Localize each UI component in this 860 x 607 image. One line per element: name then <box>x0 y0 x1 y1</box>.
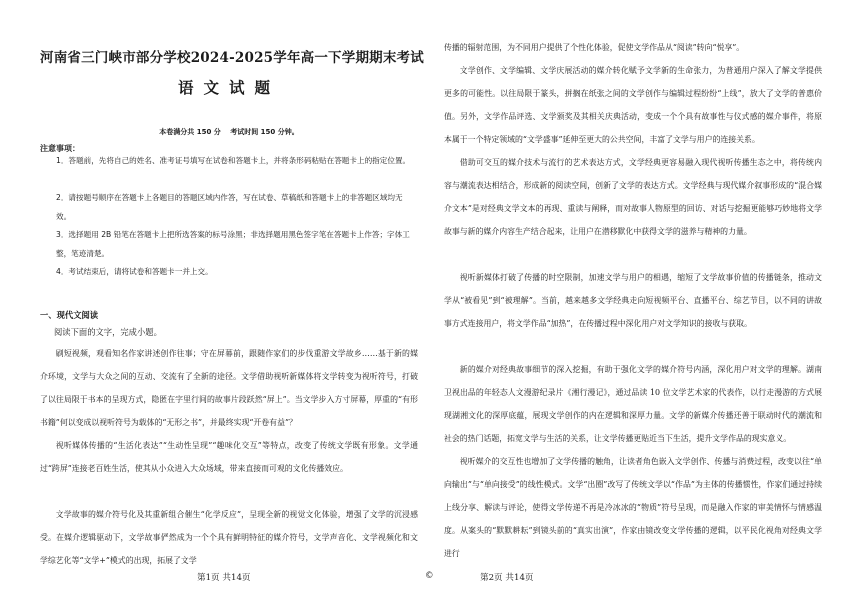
article-paragraph: 新的媒介对经典故事细节的深入挖掘，有助于强化文学的媒介符号内涵，深化用户对文学的理解。湖南卫视出品的年轻态人文漫游纪录片《湘行漫记》，通过品读 10 位文学艺术家的代表作，以行走漫游的方式展现湖湘文化的深厚底蕴，展现文学创作的内在逻辑和深厚力量。文学的新媒介传播还善于联动时代的潮流和社会的热门话题，拓宽文学与生活的关系，让文学传播更贴近当下生活，提升文学作品的现实意义。 <box>444 365 822 443</box>
note-item: 3．选择题用 2B 铅笔在答题卡上把所选答案的标号涂黑；非选择题用黑色签字笔在答题卡上作答；字体工整，笔迹清楚。 <box>56 230 410 258</box>
article-paragraph: 文学故事的媒介符号化及其重新组合催生“化学反应”，呈现全新的视觉文化体验，增强了文学的沉浸感受。在媒介逻辑驱动下，文学故事俨然成为一个个具有鲜明特征的媒介符号，文学声音化、文学视频化和文学综艺化等“文学+”模式的出现，拓展了文学 <box>40 510 418 565</box>
note-item: 1．答题前，先将自己的姓名、准考证号填写在试卷和答题卡上，并将条形码粘贴在答题卡上的指定位置。 <box>56 156 411 165</box>
section-instruction: 阅读下面的文字，完成小题。 <box>54 327 162 337</box>
exam-title: 河南省三门峡市部分学校2024-2025学年高一下学期期末考试 <box>40 50 424 66</box>
article-paragraph: 刷短视频，观看知名作家讲述创作往事；守在屏幕前，跟随作家们的步伐重游文学故乡……基于新的媒介环境，文学与大众之间的互动、交流有了全新的途径。文学借助视听新媒体将文学转变为视听符号，打破了以往局限于书本的呈现方式，隐匿在字里行间的故事片段跃然“屏上”。当文学步入方寸屏幕，厚重的“有形书籍”何以变成以视听符号为载体的“无形之书”，并最终实现“开卷有益”？ <box>40 349 418 427</box>
notes-heading: 注意事项： <box>40 144 80 153</box>
note-item: 2．请按题号顺序在答题卡上各题目的答题区域内作答，写在试卷、草稿纸和答题卡上的非答题区域均无效。 <box>56 193 403 221</box>
copyright-mark: © <box>425 571 434 581</box>
article-paragraph: 借助可交互的媒介技术与流行的艺术表达方式，文学经典更容易融入现代视听传播生态之中，将传统内容与潮流表达相结合，形成新的阅读空间，创新了文学的表达方式。文学经典与现代媒介叙事形成的“混合媒介文本”是对经典文学文本的再现、重读与阐释，而对故事人物原型的回访、对话与挖掘更能够巧妙地将文学故事与新的媒介内容生产结合起来，让用户在潜移默化中获得文学的滋养与精神的力量。 <box>444 158 822 236</box>
note-item: 4．考试结束后，请将试卷和答题卡一并上交。 <box>56 267 213 276</box>
article-paragraph: 视听媒介的交互性也增加了文学传播的触角，让读者角色嵌入文学创作、传播与消费过程，改变以往“单向输出”与“单向接受”的线性模式。文学“出圈”改写了传统文学以“作品”为主体的传播惯性，作家们通过持续上线分享、解读与评论，使得文学传递不再是冷冰冰的“物质”符号呈现，而是融入作家的审美情怀与情感温度。从案头的“默默耕耘”到镜头前的“真实出演”，作家由镜改变文学传播的逻辑，以平民化视角对经典文学进行 <box>444 457 822 558</box>
exam-subtitle: 语文试题 <box>177 78 280 97</box>
article-paragraph: 视听媒体传播的“生活化表达”“生动性呈现”“趣味化交互”等特点，改变了传统文学既有形象。文学通过“跨屏”连接老百姓生活，使其从小众进入大众场域，带来直接而可观的文化传播效应。 <box>40 441 418 473</box>
article-paragraph: 视听新媒体打破了传播的时空限制，加速文学与用户的相遇，缩短了文学故事价值的传播链条，推动文学从“被看见”到“被理解”。当前，越来越多文学经典走向短视频平台、直播平台、综艺节目，以不同的讲故事方式连接用户，将文学作品“加热”，在传播过程中深化用户对文学知识的接收与获取。 <box>444 273 822 328</box>
score-info: 本卷满分共 150 分 考试时间 150 分钟。 <box>159 128 299 136</box>
section-title: 一、现代文阅读 <box>40 310 99 320</box>
page-number-left: 第1页 共14页 <box>197 573 251 583</box>
article-paragraph: 文学创作、文学编辑、文学庆展活动的媒介转化赋予文学新的生命张力，为普通用户深入了解文学提供更多的可能性。以往局限于篆头，拼搁在纸张之间的文学创作与编辑过程纷纷“上线”，放大了文学的普惠价值。另外，文学作品评选、文学颁奖及其相关庆典活动，变成一个个具有故事性与仪式感的媒介事件，将原本属于一个特定领域的“文学盛事”延伸至更大的公共空间，丰富了文学与用户的连接关系。 <box>444 66 822 144</box>
article-paragraph: 传播的辐射范围，为不同用户提供了个性化体验，促使文学作品从“阅读”转向“悦享”。 <box>444 43 745 52</box>
page-number-right: 第2页 共14页 <box>480 573 534 583</box>
